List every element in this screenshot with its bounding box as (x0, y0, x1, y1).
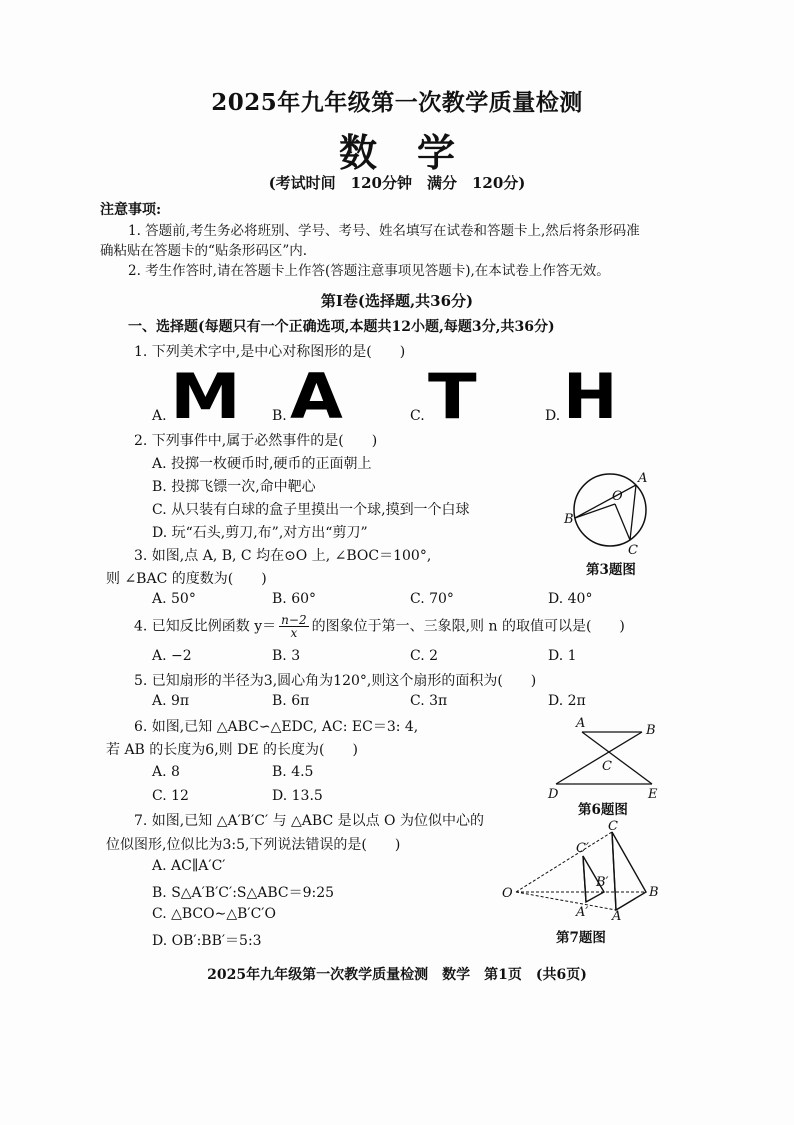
q7-triangle-abc (612, 832, 646, 910)
q6-line-1: 6. 如图,已知 △ABC∽△EDC, AC: EC＝3: 4, (134, 719, 419, 735)
q6-triangle-figure (540, 712, 670, 802)
q3-label-c: C (628, 543, 638, 558)
q5-option-b: B. 6π (272, 693, 310, 709)
q6-option-a: A. 8 (152, 764, 180, 780)
q3-option-a: A. 50° (152, 591, 196, 607)
q6-label-e: E (648, 787, 658, 802)
q6-segment-ae (582, 732, 652, 784)
q4-fraction-denominator: x (290, 626, 298, 640)
q3-option-b: B. 60° (272, 591, 317, 607)
q5-option-a: A. 9π (152, 693, 190, 709)
q3-radius-ob (575, 504, 615, 518)
q3-chord-ba (575, 485, 636, 518)
q7-label-o: O (502, 886, 513, 901)
q1-stem: 1. 下列美术字中,是中心对称图形的是( ) (134, 344, 406, 360)
q7-ray-oa (516, 892, 616, 910)
q3-option-c: C. 70° (410, 591, 454, 607)
q3-circle-figure (560, 468, 660, 560)
q4-fraction-numerator: n−2 (281, 613, 307, 627)
q3-caption: 第3题图 (586, 562, 636, 578)
q2-option-d: D. 玩“石头,剪刀,布”,对方出“剪刀” (152, 525, 368, 541)
note-item-1-line-2: 确粘贴在答题卡的“贴条形码区”内. (100, 243, 308, 259)
q6-label-d: D (548, 787, 559, 802)
q4-stem-pre: 4. 已知反比例函数 y＝ (134, 618, 277, 635)
notes-heading: 注意事项: (100, 202, 162, 218)
q7-option-c: C. △BCO∼△B′C′O (152, 906, 276, 922)
q7-label-a: A (612, 909, 622, 924)
q3-option-d: D. 40° (548, 591, 593, 607)
q7-label-a-prime: A′ (576, 905, 589, 920)
q3-label-b: B (564, 512, 574, 527)
q7-label-c-prime: C′ (576, 841, 589, 856)
q5-option-d: D. 2π (548, 693, 586, 709)
q2-option-c: C. 从只装有白球的盒子里摸出一个球,摸到一个白球 (152, 502, 470, 518)
q2-stem: 2. 下列事件中,属于必然事件的是( ) (134, 433, 378, 449)
q1-option-c-glyph: T (428, 360, 477, 433)
note-item-1-line-1: 1. 答题前,考生务必将班别、学号、考号、姓名填写在试卷和答题卡上,然后将条形码准 (128, 223, 640, 239)
subject-title: 数学 (338, 130, 495, 175)
q1-option-a-label: A. (152, 408, 167, 424)
q4-stem-post: 的图象位于第一、三象限,则 n 的取值可以是( ) (311, 618, 625, 635)
q6-segment-bd (556, 732, 642, 784)
q5-stem: 5. 已知扇形的半径为3,圆心角为120°,则这个扇形的面积为( ) (134, 673, 537, 689)
q7-label-b-prime: B′ (596, 875, 609, 890)
q7-line-2: 位似图形,位似比为3:5,下列说法错误的是( ) (106, 837, 401, 853)
q4-option-b: B. 3 (272, 648, 301, 664)
q7-option-a: A. AC∥A′C′ (152, 858, 226, 874)
q6-option-d: D. 13.5 (272, 788, 323, 804)
q3-line-1: 3. 如图,点 A, B, C 均在⊙O 上, ∠BOC＝100°, (134, 548, 432, 564)
q7-label-b: B (649, 885, 659, 900)
q7-label-c: C (608, 820, 618, 834)
q6-label-b: B (646, 723, 656, 738)
part-heading: 一、选择题(每题只有一个正确选项,本题共12小题,每题3分,共36分) (128, 319, 555, 335)
q6-label-c: C (602, 759, 612, 774)
q4-fraction (279, 614, 308, 639)
q4-option-a: A. −2 (152, 648, 192, 664)
q7-segment-a1c1 (583, 856, 586, 902)
q5-option-c: C. 3π (410, 693, 448, 709)
q4-stem (134, 614, 625, 639)
q4-option-c: C. 2 (410, 648, 439, 664)
q1-option-b-glyph: A (290, 360, 343, 433)
q6-label-a: A (576, 716, 586, 731)
q7-option-d: D. OB′:BB′＝5:3 (152, 933, 262, 949)
note-item-2: 2. 考生作答时,请在答题卡上作答(答题注意事项见答题卡),在本试卷上作答无效。 (128, 263, 610, 279)
q3-label-a: A (638, 471, 648, 486)
q3-line-2: 则 ∠BAC 的度数为( ) (106, 571, 267, 587)
section-title: 第Ⅰ卷(选择题,共36分) (320, 292, 474, 310)
exam-title: 2025年九年级第一次教学质量检测 (211, 89, 583, 116)
q6-caption: 第6题图 (578, 802, 628, 818)
q1-option-d-label: D. (545, 408, 561, 424)
q7-option-b: B. S△A′B′C′:S△ABC＝9:25 (152, 885, 335, 901)
q3-label-o: O (612, 489, 623, 504)
q3-chord-ac (630, 485, 636, 540)
q7-line-1: 7. 如图,已知 △A′B′C′ 与 △ABC 是以点 O 为位似中心的 (134, 813, 484, 829)
q4-option-d: D. 1 (548, 648, 577, 664)
q6-option-c: C. 12 (152, 788, 189, 804)
page-footer: 2025年九年级第一次教学质量检测 数学 第1页 (共6页) (207, 967, 587, 983)
q7-homothety-figure (500, 820, 670, 924)
q1-option-c-label: C. (410, 408, 425, 424)
q2-option-a: A. 投掷一枚硬币时,硬币的正面朝上 (152, 456, 372, 472)
q6-line-2: 若 AB 的长度为6,则 DE 的长度为( ) (106, 742, 358, 758)
q6-option-b: B. 4.5 (272, 764, 314, 780)
q1-option-b-label: B. (272, 408, 287, 424)
exam-info: (考试时间 120分钟 满分 120分) (268, 174, 526, 192)
q7-caption: 第7题图 (556, 930, 606, 946)
q3-radius-oc (615, 504, 630, 540)
q2-option-b: B. 投掷飞镖一次,命中靶心 (152, 479, 316, 495)
q7-segment-ac (612, 832, 616, 910)
q1-option-d-glyph: H (563, 360, 618, 433)
q1-option-a-glyph: M (170, 360, 241, 433)
